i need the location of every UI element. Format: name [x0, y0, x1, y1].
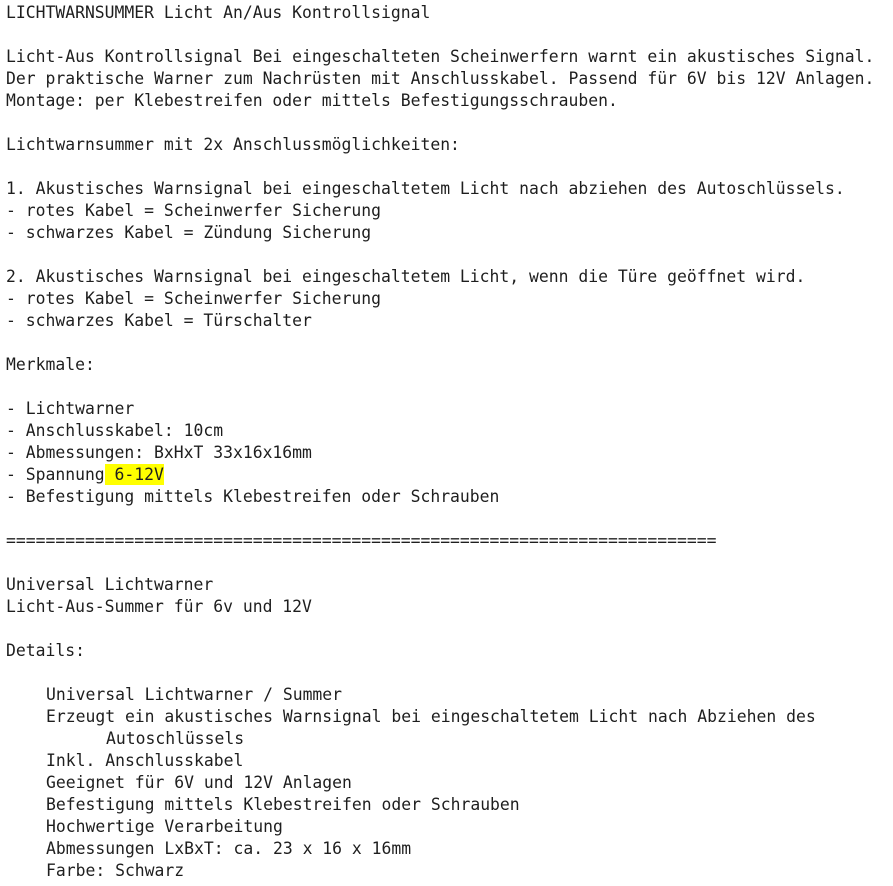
line-text: - Abmessungen: BxHxT 33x16x16mm	[6, 443, 312, 462]
text-line	[6, 728, 891, 750]
line-text: LICHTWARNSUMMER Licht An/Aus Kontrollsignal	[6, 3, 431, 22]
text-line	[6, 134, 891, 156]
line-text: Der praktische Warner zum Nachrüsten mit Anschlusskabel. Passend für 6V bis 12V Anlagen.	[6, 69, 875, 88]
text-line	[6, 794, 891, 816]
text-line	[6, 398, 891, 420]
line-text: Lichtwarnsummer mit 2x Anschlussmöglichkeiten:	[6, 135, 460, 154]
text-line	[6, 750, 891, 772]
line-text: 2. Akustisches Warnsignal bei eingeschaltetem Licht, wenn die Türe geöffnet wird.	[6, 267, 806, 286]
blank-line	[6, 552, 891, 574]
text-line	[6, 68, 891, 90]
text-line	[6, 178, 891, 200]
line-text: - schwarzes Kabel = Zündung Sicherung	[6, 223, 372, 242]
line-text: - Befestigung mittels Klebestreifen oder Schrauben	[6, 487, 500, 506]
text-line	[6, 442, 891, 464]
text-line	[6, 222, 891, 244]
text-line	[6, 310, 891, 332]
text-line	[6, 816, 891, 838]
line-text: Hochwertige Verarbeitung	[46, 817, 283, 836]
text-line	[6, 420, 891, 442]
text-line	[6, 46, 891, 68]
text-line	[6, 706, 891, 728]
line-text: Autoschlüssels	[106, 729, 245, 748]
text-line	[6, 464, 891, 486]
text-line	[6, 486, 891, 508]
line-text: Geeignet für 6V und 12V Anlagen	[46, 773, 352, 792]
blank-line	[6, 376, 891, 398]
blank-line	[6, 112, 891, 134]
line-text: Abmessungen LxBxT: ca. 23 x 16 x 16mm	[46, 839, 412, 858]
line-text: Befestigung mittels Klebestreifen oder Schrauben	[46, 795, 520, 814]
highlighted-text: 6-12V	[104, 465, 164, 484]
line-text: Farbe: Schwarz	[46, 861, 185, 880]
text-line	[6, 200, 891, 222]
text-document[interactable]	[6, 2, 891, 882]
text-line	[6, 860, 891, 882]
line-text: - Lichtwarner	[6, 399, 135, 418]
line-text: Licht-Aus-Summer für 6v und 12V	[6, 597, 312, 616]
blank-line	[6, 332, 891, 354]
line-text: Universal Lichtwarner / Summer	[46, 685, 343, 704]
blank-line	[6, 508, 891, 530]
text-line	[6, 574, 891, 596]
text-line	[6, 266, 891, 288]
line-text: Licht-Aus Kontrollsignal Bei eingeschalteten Scheinwerfern warnt ein akustisches Signal.	[6, 47, 875, 66]
blank-line	[6, 244, 891, 266]
line-text: Montage: per Klebestreifen oder mittels Befestigungsschrauben.	[6, 91, 618, 110]
text-line	[6, 684, 891, 706]
text-line	[6, 354, 891, 376]
line-text: ========================================================================	[6, 531, 717, 550]
blank-line	[6, 24, 891, 46]
text-line	[6, 640, 891, 662]
text-line	[6, 2, 891, 24]
line-text: - rotes Kabel = Scheinwerfer Sicherung	[6, 201, 381, 220]
line-text: Universal Lichtwarner	[6, 575, 214, 594]
blank-line	[6, 156, 891, 178]
line-text: Details:	[6, 641, 85, 660]
text-line	[6, 288, 891, 310]
line-text: - Spannung	[6, 465, 105, 484]
text-line	[6, 90, 891, 112]
line-text: Erzeugt ein akustisches Warnsignal bei eingeschaltetem Licht nach Abziehen des	[46, 707, 816, 726]
line-text: 1. Akustisches Warnsignal bei eingeschaltetem Licht nach abziehen des Autoschlüssels.	[6, 179, 845, 198]
text-line	[6, 772, 891, 794]
line-text: - Anschlusskabel: 10cm	[6, 421, 224, 440]
line-text: - schwarzes Kabel = Türschalter	[6, 311, 312, 330]
line-text: - rotes Kabel = Scheinwerfer Sicherung	[6, 289, 381, 308]
text-line	[6, 530, 891, 552]
blank-line	[6, 662, 891, 684]
text-line	[6, 596, 891, 618]
line-text: Inkl. Anschlusskabel	[46, 751, 244, 770]
line-text: Merkmale:	[6, 355, 95, 374]
text-line	[6, 838, 891, 860]
blank-line	[6, 618, 891, 640]
